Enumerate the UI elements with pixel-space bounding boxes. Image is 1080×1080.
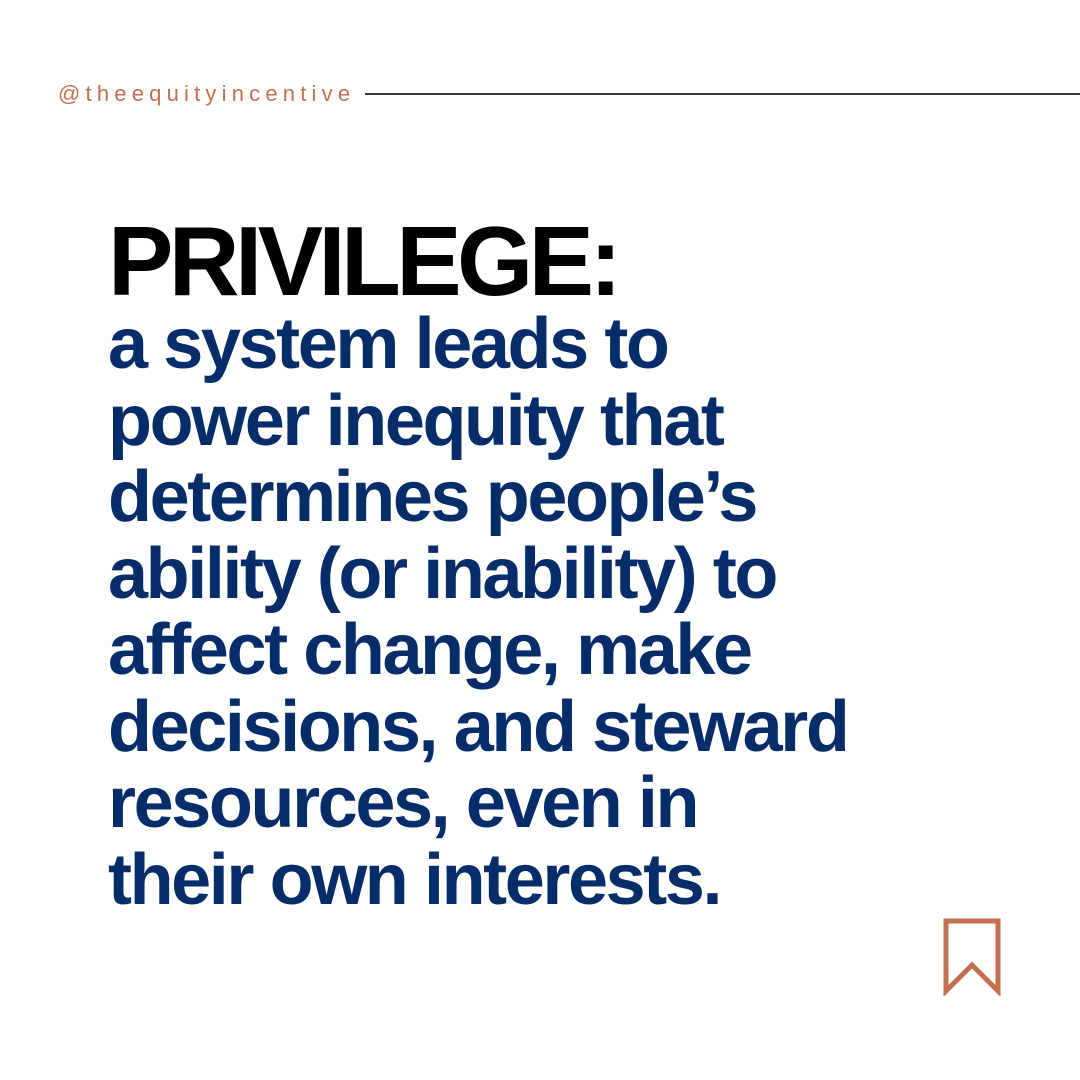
definition-line: affect change, make [108,610,751,690]
definition-text [108,306,1008,918]
definition-line: power inequity that [108,380,723,461]
header-divider [365,93,1080,95]
definition-line: determines people’s [108,457,756,537]
definition-line: decisions, and steward [108,686,848,767]
definition-line: ability (or inability) to [108,533,777,614]
bookmark-icon[interactable] [942,918,1002,996]
definition-line: resources, even in [108,763,698,843]
account-handle: @theequityincentive [58,81,356,106]
definition-line: their own interests. [108,839,721,920]
term-heading: PRIVILEGE: [108,206,618,316]
definition-line: a system leads to [108,304,668,384]
header [58,80,1080,108]
